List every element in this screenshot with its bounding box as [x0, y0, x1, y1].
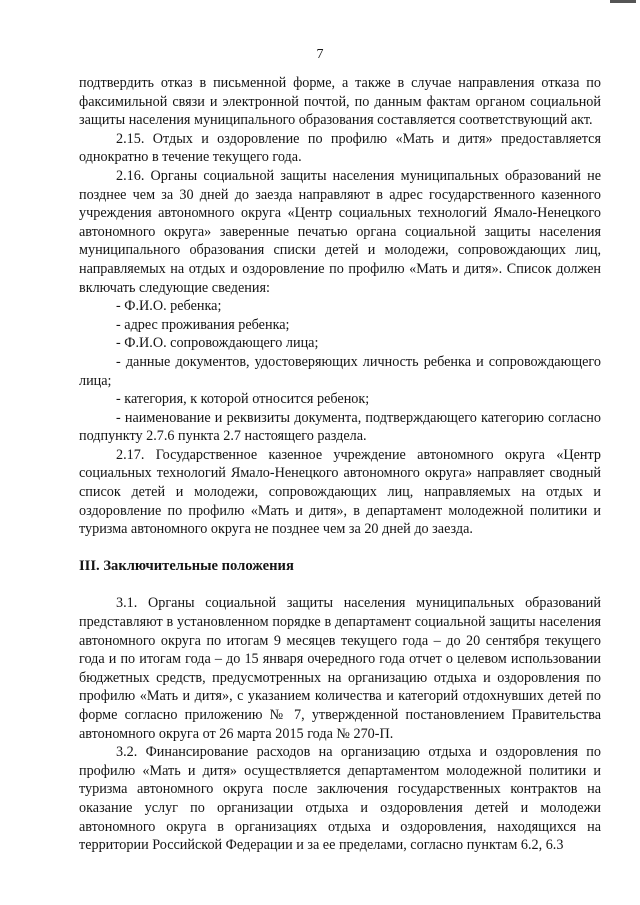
document-body [79, 74, 601, 855]
paragraph-2-15: 2.15. Отдых и оздоровление по профилю «Мать и дитя» предоставляется однократно в течение текущего года. [79, 130, 601, 166]
paragraph-2-17: 2.17. Государственное казенное учреждение автономного округа «Центр социальных технологий Ямало-Ненецкого автономного округа» направляет сводный список детей и молодежи, сопровождающих лиц, направляемых на отдых и оздоровление по профилю «Мать и дитя», в департамент молодежной политики и туризма автономного округа не позднее чем за 20 дней до заезда. [79, 446, 601, 538]
paragraph-3-1: 3.1. Органы социальной защиты населения муниципальных образований представляют в установленном порядке в департамент социальной защиты населения автономного округа по итогам 9 месяцев текущего года – до 20 сентября текущего года и по итогам года – до 15 января очередного года отчет о целевом использовании бюджетных средств, предусмотренных на организацию отдыха и оздоровления по профилю «Мать и дитя», с указанием количества и категорий отдохнувших детей по форме согласно приложению № 7, утвержденной постановлением Правительства автономного округа от 26 марта 2015 года № 270-П. [79, 595, 601, 742]
list-item: - Ф.И.О. сопровождающего лица; [116, 335, 319, 352]
paragraph-2-16: 2.16. Органы социальной защиты населения муниципальных образований не позднее чем за 30 дней до заезда направляют в адрес государственного казенного учреждения автономного округа «Центр социальных технологий Ямало-Ненецкого автономного округа» заверенные печатью органа социальной защиты населения муниципального образования списки детей и молодежи, сопровождающих лиц, направляемых на отдых и оздоровление по профилю «Мать и дитя». Список должен включать следующие сведения: [79, 167, 601, 296]
list-item: - адрес проживания ребенка; [116, 316, 290, 333]
page-number: 7 [316, 47, 324, 62]
paragraph-continuation: подтвердить отказ в письменной форме, а также в случае направления отказа по факсимильной связи и электронной почтой, по данным фактам органом социальной защиты населения муниципального образования составляется соответствующий акт. [79, 75, 601, 129]
section-heading: III. Заключительные положения [79, 557, 294, 574]
list-item: - Ф.И.О. ребенка; [116, 298, 222, 315]
paragraph-3-2: 3.2. Финансирование расходов на организацию отдыха и оздоровления по профилю «Мать и дитя» осуществляется департаментом молодежной политики и туризма автономного округа после заключения государственных контрактов на оказание услуг по организации отдыха и оздоровления детей и молодежи автономного округа в организациях отдыха и оздоровления, находящихся на территории Российской Федерации и за ее пределами, согласно пунктам 6.2, 6.3 [79, 744, 601, 854]
scan-edge-mark [610, 0, 636, 3]
list-item: - наименование и реквизиты документа, подтверждающего категорию согласно подпункту 2.7.6 пункта 2.7 настоящего раздела. [79, 409, 601, 445]
list-item: - категория, к которой относится ребенок; [116, 391, 370, 408]
list-item: - данные документов, удостоверяющих личность ребенка и сопровождающего лица; [79, 353, 601, 389]
